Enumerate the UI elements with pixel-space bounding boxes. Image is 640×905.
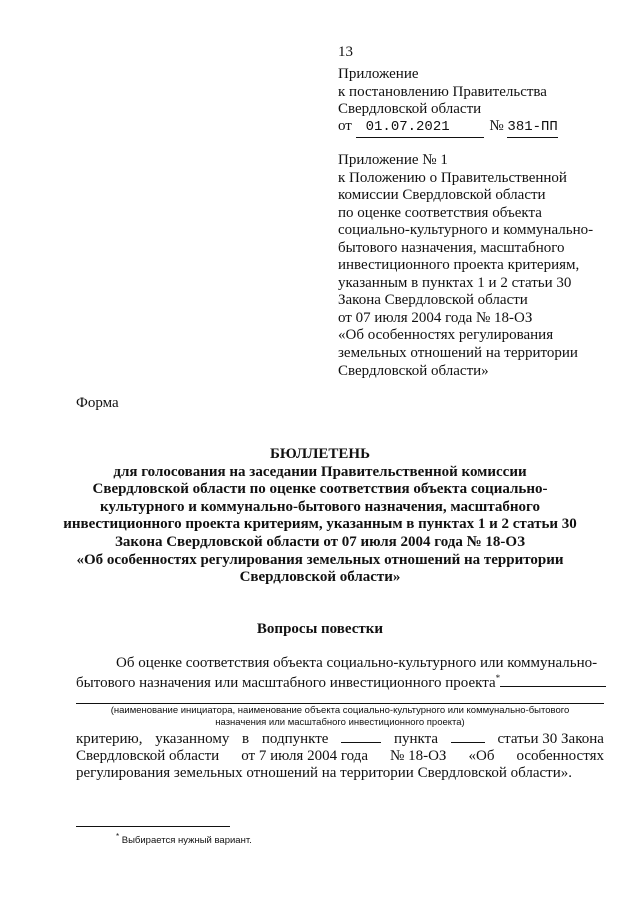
ballot-subtitle-line: Свердловской области» — [239, 569, 401, 586]
appendix-line: комиссии Свердловской области — [338, 187, 546, 204]
p2-word: указанному — [155, 731, 230, 747]
p3-word: № 18-ОЗ — [390, 748, 447, 764]
appendix-line: указанным в пунктах 1 и 2 статьи 30 — [338, 274, 572, 291]
approval-number: 381-ПП — [507, 119, 557, 138]
ballot-subtitle-line: культурного и коммунально-бытового назначения, масштабного — [100, 498, 540, 515]
p2-word: критерию, — [76, 731, 143, 747]
caption-line-2: назначения или масштабного инвестиционного проекта) — [215, 717, 465, 728]
appendix-line: земельных отношений на территории — [338, 345, 578, 362]
appendix-line: к Положению о Правительственной — [338, 169, 567, 186]
footnote — [116, 832, 252, 846]
appendix-block — [338, 152, 593, 380]
ballot-subtitle-line: инвестиционного проекта критериям, указанным в пунктах 1 и 2 статьи 30 — [63, 516, 577, 533]
criterion-line-1 — [76, 730, 604, 748]
agenda-heading: Вопросы повестки — [256, 621, 384, 637]
appendix-line: инвестиционного проекта критериям, — [338, 257, 580, 274]
initiator-blank — [500, 674, 606, 687]
p2-word: в — [242, 731, 250, 747]
ballot-subtitle-line: для голосования на заседании Правительственной комиссии — [113, 463, 527, 480]
appendix-line: по оценке соответствия объекта — [338, 204, 542, 221]
appendix-line: социально-культурного и коммунально- — [338, 222, 594, 239]
ballot-title: БЮЛЛЕТЕНЬ — [269, 446, 370, 462]
appendix-line: Закона Свердловской области — [338, 292, 528, 309]
p3-word: Свердловской области — [76, 748, 220, 764]
criterion-line-3: регулирования земельных отношений на территории Свердловской области». — [76, 765, 573, 781]
approval-date: 01.07.2021 — [356, 119, 484, 138]
appendix-line: Свердловской области» — [338, 362, 489, 379]
criterion-line-2 — [76, 748, 604, 765]
footnote-separator — [76, 826, 230, 827]
ballot-subtitle-line: Закона Свердловской области от 07 июля 2004 года № 18-ОЗ — [114, 533, 526, 550]
p3-word: от 7 июля 2004 года — [241, 748, 368, 764]
date-prefix: от — [338, 118, 352, 134]
clause-blank — [451, 730, 485, 743]
ballot-heading — [60, 446, 580, 587]
appendix-line: Приложение № 1 — [338, 152, 448, 168]
footnote-mark: * — [116, 832, 120, 841]
appendix-line: от 07 июля 2004 года № 18-ОЗ — [338, 309, 533, 326]
ballot-subtitle-line: «Об особенностях регулирования земельных отношений на территории — [76, 551, 564, 568]
appendix-line: бытового назначения, масштабного — [338, 239, 565, 256]
page-number: 13 — [338, 44, 353, 60]
footnote-ref: * — [495, 673, 501, 683]
number-prefix: № — [489, 118, 504, 134]
agenda-para-line-1: Об оценке соответствия объекта социально-культурного или коммунально- — [116, 655, 598, 671]
approval-line-1: Приложение — [338, 66, 419, 82]
p2-word: подпункте — [261, 731, 329, 747]
agenda-para-line-2 — [76, 673, 606, 692]
approval-line-2: к постановлению Правительства — [338, 84, 547, 100]
blank-caption — [76, 705, 604, 729]
ballot-subtitle-line: Свердловской области по оценке соответствия объекта социально- — [92, 481, 548, 498]
approval-date-line — [338, 118, 558, 138]
form-label: Форма — [76, 395, 119, 411]
appendix-line: «Об особенностях регулирования — [338, 327, 554, 344]
approval-line-3: Свердловской области — [338, 101, 482, 117]
p2-word: пункта — [393, 731, 438, 747]
agenda-para-text: бытового назначения или масштабного инвестиционного проекта — [76, 675, 496, 691]
caption-line-1: (наименование инициатора, наименование объекта социально-культурного или коммунально-бытового — [110, 705, 570, 716]
p3-word: «Об — [468, 748, 495, 764]
footnote-text: Выбирается нужный вариант. — [121, 835, 252, 847]
subclause-blank — [341, 730, 381, 743]
p3-word: особенностях — [516, 748, 604, 764]
initiator-full-blank — [76, 703, 604, 704]
p2-word: статьи 30 Закона — [497, 731, 604, 747]
